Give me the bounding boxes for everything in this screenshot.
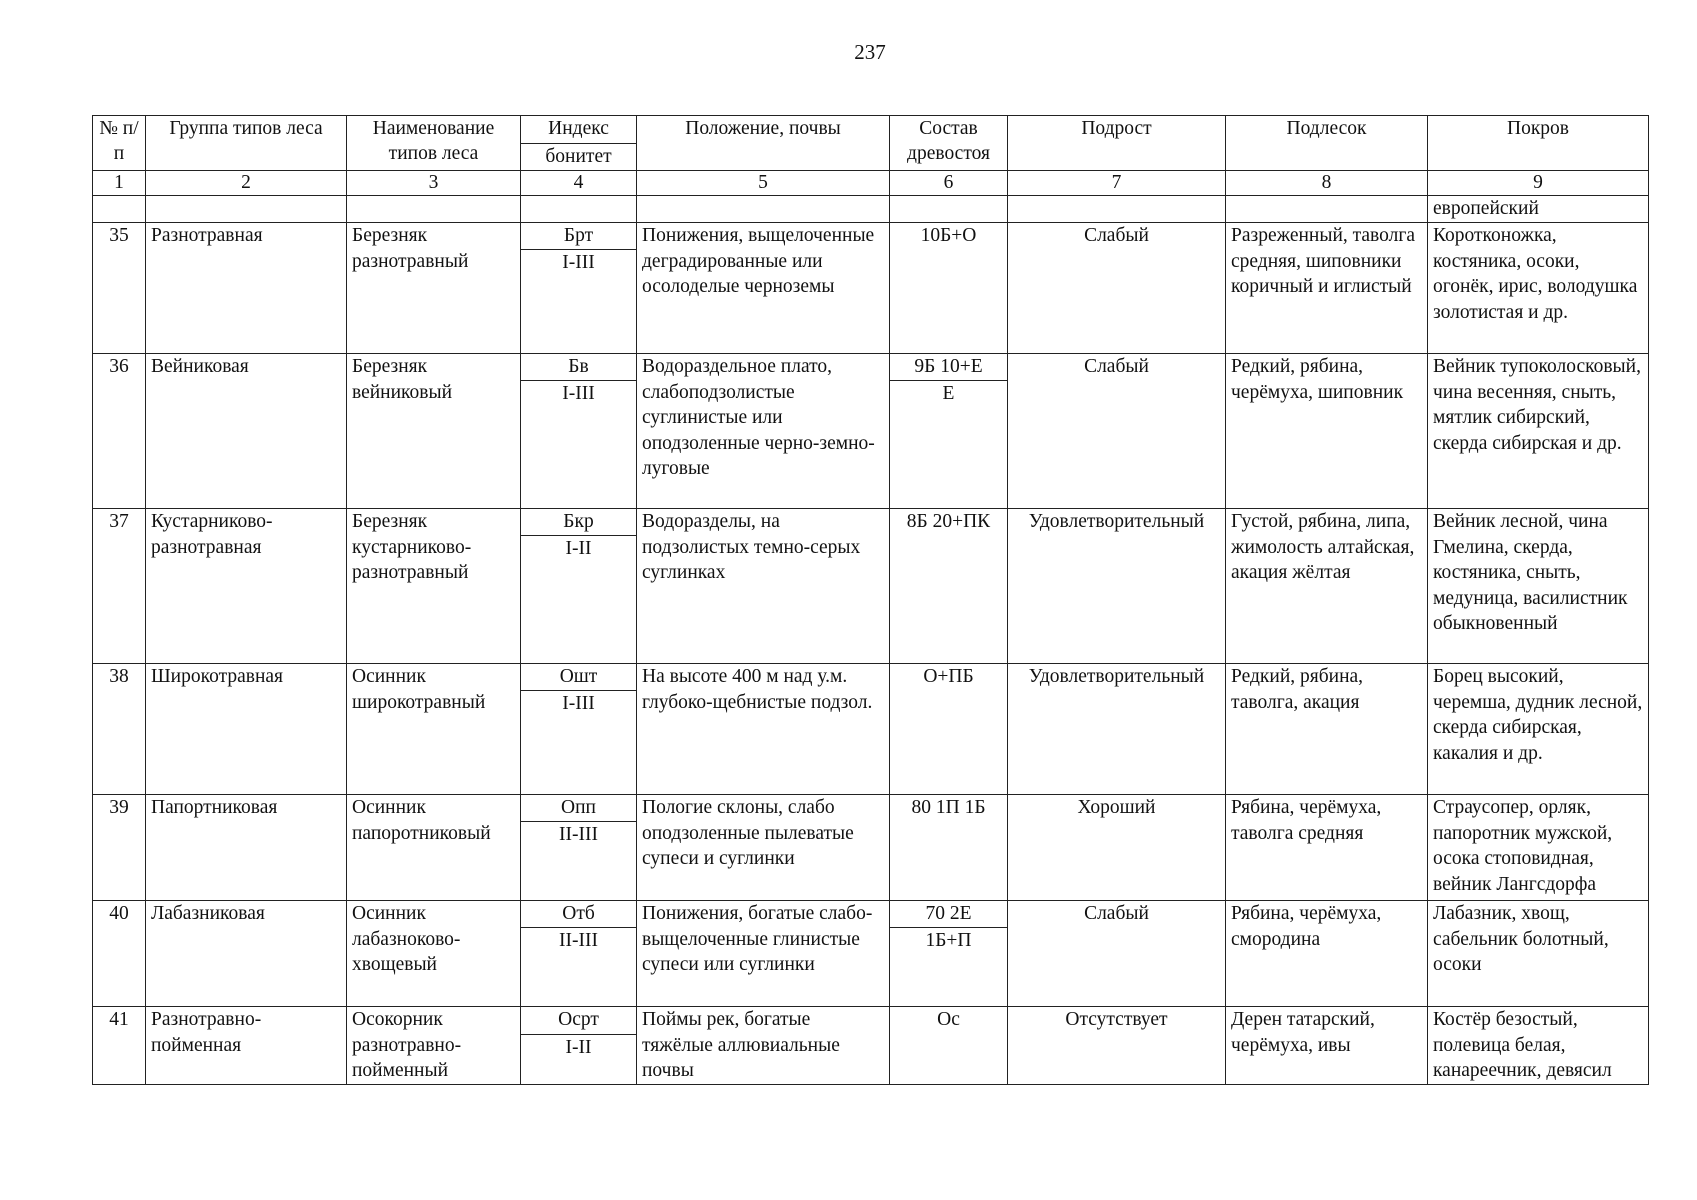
row-name: Осинник лабазноково-хвощевый: [347, 901, 521, 1007]
row-cover: Страусопер, орляк, папоротник мужской, осока стоповидная, вейник Лангсдорфа: [1428, 795, 1649, 901]
column-number: 9: [1428, 171, 1649, 196]
row-group: Кустарниково-разнотравная: [146, 509, 347, 664]
row-position: Пологие склоны, слабо оподзоленные пылеватые супеси и суглинки: [637, 795, 890, 901]
row-name: Березняк кустарниково-разнотравный: [347, 509, 521, 664]
header-row: [93, 116, 1649, 144]
row-position: Понижения, выщелоченные деградированные или осолоделые черноземы: [637, 223, 890, 354]
row-group: Папортниковая: [146, 795, 347, 901]
row-num: 41: [93, 1007, 146, 1085]
row-composition: 10Б+О: [890, 223, 1008, 354]
row-position: Понижения, богатые слабо-выщелоченные глинистые супеси или суглинки: [637, 901, 890, 1007]
header-num: № п/п: [93, 116, 146, 171]
row-num: 35: [93, 223, 146, 354]
row-undergrowth: Хороший: [1008, 795, 1226, 901]
table-row: [93, 1007, 1649, 1035]
row-underbrush: Рябина, черёмуха, смородина: [1226, 901, 1428, 1007]
header-bonitet: бонитет: [521, 143, 637, 171]
header-undergrowth: Подрост: [1008, 116, 1226, 171]
row-undergrowth: Удовлетворительный: [1008, 509, 1226, 664]
row-name: Березняк разнотравный: [347, 223, 521, 354]
row-index: Опп: [521, 795, 637, 822]
header-group: Группа типов леса: [146, 116, 347, 171]
row-underbrush: Густой, рябина, липа, жимолость алтайская, акация жёлтая: [1226, 509, 1428, 664]
row-underbrush: Редкий, рябина, черёмуха, шиповник: [1226, 354, 1428, 509]
forest-types-table: [92, 115, 1649, 1085]
row-index: Бв: [521, 354, 637, 381]
continuation-row: [93, 196, 1649, 223]
row-undergrowth: Слабый: [1008, 223, 1226, 354]
row-composition-top: 70 2Е: [890, 901, 1008, 928]
row-num: 40: [93, 901, 146, 1007]
header-index: Индекс: [521, 116, 637, 144]
row-num: 39: [93, 795, 146, 901]
row-composition: 8Б 20+ПК: [890, 509, 1008, 664]
row-cover: Костёр безостый, полевица белая, канареечник, девясил: [1428, 1007, 1649, 1085]
row-underbrush: Разреженный, таволга средняя, шиповники коричный и иглистый: [1226, 223, 1428, 354]
row-index: Осрт: [521, 1007, 637, 1035]
row-index: Ошт: [521, 664, 637, 691]
row-position: Поймы рек, богатые тяжёлые аллювиальные почвы: [637, 1007, 890, 1085]
row-underbrush: Редкий, рябина, таволга, акация: [1226, 664, 1428, 795]
row-index: Брт: [521, 223, 637, 250]
row-bonitet: II-III: [521, 928, 637, 1007]
row-undergrowth: Отсутствует: [1008, 1007, 1226, 1085]
row-composition: О+ПБ: [890, 664, 1008, 795]
row-position: Водоразделы, на подзолистых темно-серых суглинках: [637, 509, 890, 664]
row-name: Осинник папоротниковый: [347, 795, 521, 901]
column-number-row: [93, 171, 1649, 196]
table-row: [93, 223, 1649, 250]
row-bonitet: I-III: [521, 250, 637, 354]
page-number: 237: [854, 40, 886, 64]
row-group: Лабазниковая: [146, 901, 347, 1007]
row-bonitet: I-III: [521, 381, 637, 509]
row-composition-bottom: Е: [890, 381, 1008, 509]
row-composition: 80 1П 1Б: [890, 795, 1008, 901]
row-undergrowth: Слабый: [1008, 901, 1226, 1007]
row-composition-top: 9Б 10+Е: [890, 354, 1008, 381]
row-name: Осокорник разнотравно-пойменный: [347, 1007, 521, 1085]
row-composition: Ос: [890, 1007, 1008, 1085]
row-underbrush: Рябина, черёмуха, таволга средняя: [1226, 795, 1428, 901]
column-number: 6: [890, 171, 1008, 196]
column-number: 5: [637, 171, 890, 196]
row-num: 36: [93, 354, 146, 509]
column-number: 4: [521, 171, 637, 196]
row-position: Водораздельное плато, слабоподзолистые суглинистые или оподзоленные черно-земно-луговые: [637, 354, 890, 509]
row-bonitet: I-II: [521, 1034, 637, 1084]
continuation-cover: европейский: [1428, 196, 1649, 223]
row-num: 37: [93, 509, 146, 664]
column-number: 2: [146, 171, 347, 196]
row-group: Вейниковая: [146, 354, 347, 509]
table-row: [93, 901, 1649, 928]
column-number: 8: [1226, 171, 1428, 196]
header-position: Положение, почвы: [637, 116, 890, 171]
row-num: 38: [93, 664, 146, 795]
row-cover: Вейник лесной, чина Гмелина, скерда, костяника, сныть, медуница, василистник обыкновенный: [1428, 509, 1649, 664]
table-row: [93, 509, 1649, 536]
header-name: Наименование типов леса: [347, 116, 521, 171]
table-row: [93, 795, 1649, 822]
header-cover: Покров: [1428, 116, 1649, 171]
header-underbrush: Подлесок: [1226, 116, 1428, 171]
row-cover: Коротконожка, костяника, осоки, огонёк, ирис, володушка золотистая и др.: [1428, 223, 1649, 354]
row-group: Разнотравно-пойменная: [146, 1007, 347, 1085]
table-row: [93, 354, 1649, 381]
row-undergrowth: Слабый: [1008, 354, 1226, 509]
row-bonitet: I-II: [521, 536, 637, 664]
column-number: 7: [1008, 171, 1226, 196]
row-position: На высоте 400 м над у.м. глубоко-щебнистые подзол.: [637, 664, 890, 795]
row-bonitet: I-III: [521, 691, 637, 795]
row-cover: Вейник тупоколосковый, чина весенняя, сныть, мятлик сибирский, скерда сибирская и др.: [1428, 354, 1649, 509]
row-undergrowth: Удовлетворительный: [1008, 664, 1226, 795]
row-name: Осинник широкотравный: [347, 664, 521, 795]
row-bonitet: II-III: [521, 822, 637, 901]
row-cover: Лабазник, хвощ, сабельник болотный, осоки: [1428, 901, 1649, 1007]
row-composition-bottom: 1Б+П: [890, 928, 1008, 1007]
row-index: Отб: [521, 901, 637, 928]
row-index: Бкр: [521, 509, 637, 536]
row-underbrush: Дерен татарский, черёмуха, ивы: [1226, 1007, 1428, 1085]
column-number: 3: [347, 171, 521, 196]
header-composition: Состав древостоя: [890, 116, 1008, 171]
table-row: [93, 664, 1649, 691]
row-name: Березняк вейниковый: [347, 354, 521, 509]
row-group: Разнотравная: [146, 223, 347, 354]
row-cover: Борец высокий, черемша, дудник лесной, скерда сибирская, какалия и др.: [1428, 664, 1649, 795]
column-number: 1: [93, 171, 146, 196]
row-group: Широкотравная: [146, 664, 347, 795]
